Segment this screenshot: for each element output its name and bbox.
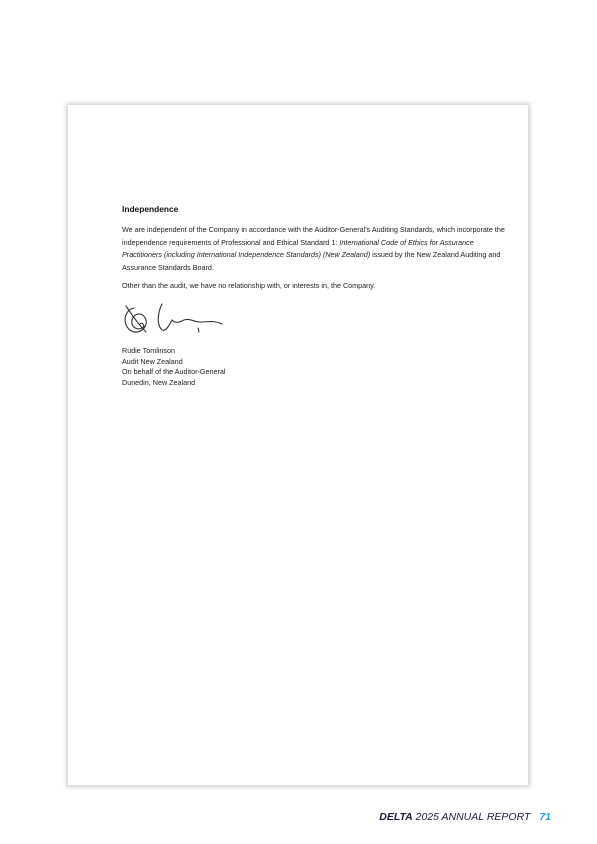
- page-content: [122, 203, 512, 388]
- paragraph-italic-title: International Code of Ethics for Assurance Practitioners (including International Independence Standards) (New Zealand): [122, 237, 474, 260]
- document-page: [68, 105, 528, 785]
- signatory-organisation: Audit New Zealand: [122, 356, 183, 366]
- signatory-capacity: On behalf of the Auditor-General: [122, 367, 226, 377]
- handwritten-signature: [120, 298, 232, 338]
- paragraph-text-end: issued by the New Zealand Auditing and Assurance Standards Board.: [122, 250, 501, 272]
- section-heading: Independence: [122, 204, 179, 214]
- signatory-name: Rudie Tomlinson: [122, 346, 176, 356]
- independence-paragraph: [122, 224, 512, 274]
- footer-report-title: 2025 ANNUAL REPORT: [415, 811, 531, 823]
- signatory-block: [122, 346, 512, 388]
- footer-brand: DELTA: [379, 811, 413, 823]
- page-number: 71: [539, 811, 551, 823]
- paragraph-text-start: We are independent of the Company in accordance with the Auditor-General’s Auditing Standards, which incorporate the independence requirements of Professional and Ethical Standard 1:: [122, 225, 505, 247]
- signatory-location: Dunedin, New Zealand: [122, 377, 196, 387]
- page-footer: [379, 811, 551, 823]
- relationship-paragraph: Other than the audit, we have no relationship with, or interests in, the Company.: [122, 281, 376, 291]
